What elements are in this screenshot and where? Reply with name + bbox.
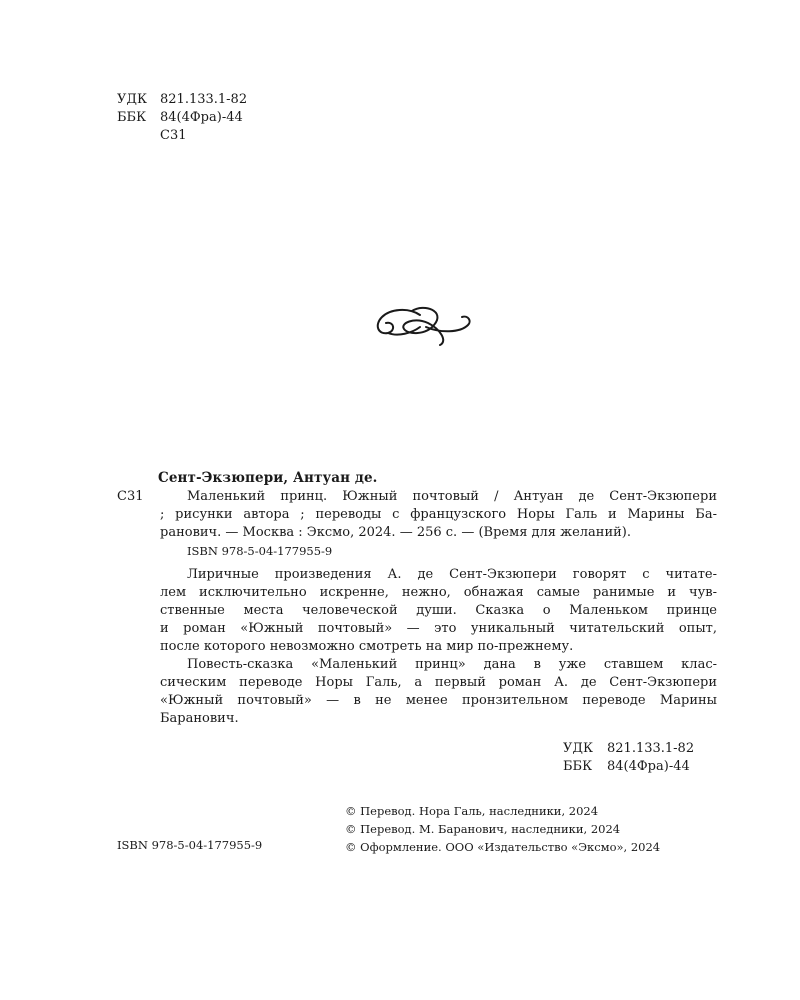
copyright-line: © Перевод. М. Баранович, наследники, 2024 — [345, 822, 621, 836]
author-mark: С31 — [160, 128, 187, 143]
author-heading: Сент-Экзюпери, Антуан де. — [158, 470, 378, 486]
annotation-line: сическим переводе Норы Галь, а первый роман А. де Сент-Экзюпери — [160, 675, 717, 690]
bibliographic-description — [160, 488, 717, 542]
bbk-label: ББК — [117, 110, 147, 125]
copyright-line: © Перевод. Нора Галь, наследники, 2024 — [345, 804, 599, 818]
description-line: ранович. — Москва : Эксмо, 2024. — 256 с. — (Время для желаний). — [160, 525, 631, 540]
description-line: ; рисунки автора ; переводы с французского Норы Галь и Марины Ба- — [160, 507, 717, 522]
udk-label: УДК — [117, 92, 148, 107]
annotation-line: «Южный почтовый» — в не менее пронзительном переводе Марины — [160, 693, 717, 708]
annotation-line: ственные места человеческой души. Сказка о Маленьком принце — [160, 603, 717, 618]
isbn-record: ISBN 978-5-04-177955-9 — [187, 544, 333, 558]
annotation-line: Баранович. — [160, 711, 239, 726]
annotation-line: и роман «Южный почтовый» — это уникальный читательский опыт, — [160, 621, 717, 636]
annotation-line: после которого невозможно смотреть на мир по-прежнему. — [160, 639, 574, 654]
isbn-footer: ISBN 978-5-04-177955-9 — [117, 838, 263, 852]
bbk-label: ББК — [563, 759, 593, 774]
bbk-value: 84(4Фра)-44 — [160, 110, 243, 125]
flourish-divider-icon — [368, 305, 474, 347]
udk-label: УДК — [563, 741, 594, 756]
description-line: Маленький принц. Южный почтовый / Антуан де Сент-Экзюпери — [187, 489, 717, 504]
annotation-line: Повесть-сказка «Маленький принц» дана в уже ставшем клас- — [187, 657, 717, 672]
udk-value: 821.133.1-82 — [607, 741, 695, 756]
copyright-line: © Оформление. ООО «Издательство «Эксмо», 2024 — [345, 840, 661, 854]
author-mark-left: С31 — [117, 489, 144, 504]
annotation — [160, 566, 717, 728]
annotation-line: Лиричные произведения А. де Сент-Экзюпери говорят с читате- — [187, 567, 717, 582]
annotation-line: лем исключительно искренне, нежно, обнажая самые ранимые и чув- — [160, 585, 717, 600]
udk-value: 821.133.1-82 — [160, 92, 248, 107]
bbk-value: 84(4Фра)-44 — [607, 759, 690, 774]
